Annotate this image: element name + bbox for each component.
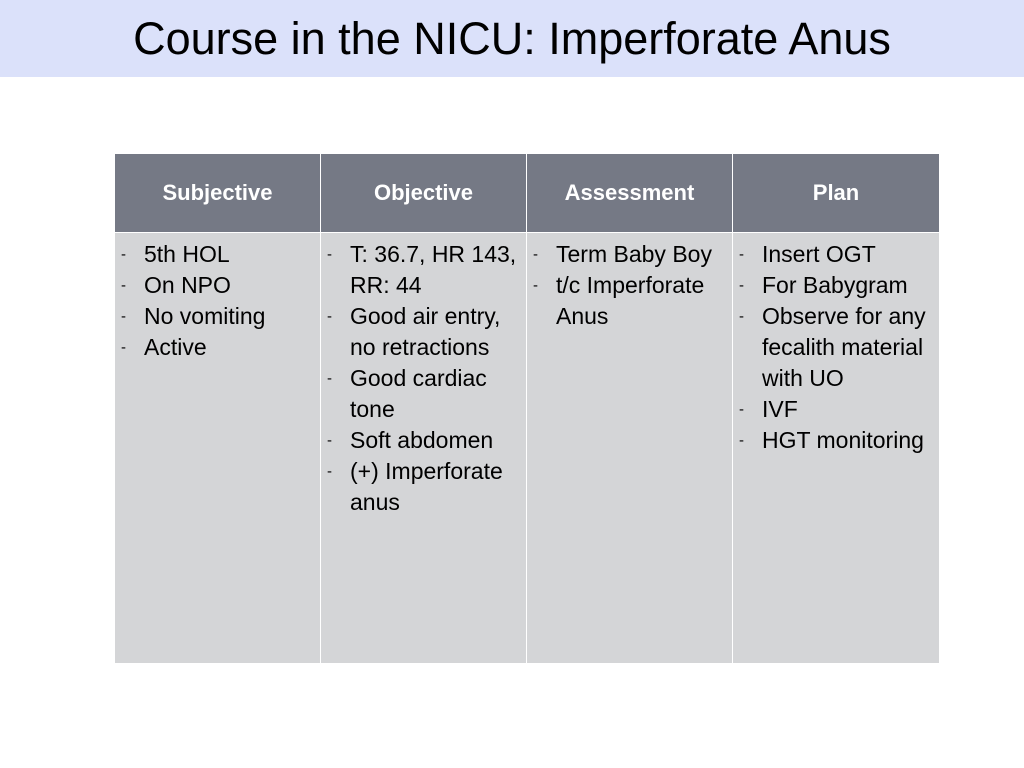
objective-list <box>327 239 524 518</box>
list-item: - T: 36.7, HR 143, RR: 44 <box>327 239 524 301</box>
list-item: - For Babygram <box>739 270 937 301</box>
header-plan: Plan <box>733 154 940 233</box>
list-item: - Insert OGT <box>739 239 937 270</box>
header-assessment: Assessment <box>527 154 733 233</box>
subjective-list <box>121 239 318 363</box>
list-item: - IVF <box>739 394 937 425</box>
list-item: - Good air entry, no retractions <box>327 301 524 363</box>
slide-title: Course in the NICU: Imperforate Anus <box>133 13 891 64</box>
assessment-list <box>533 239 730 332</box>
list-item: - Good cardiac tone <box>327 363 524 425</box>
list-item: - No vomiting <box>121 301 318 332</box>
list-item: - Soft abdomen <box>327 425 524 456</box>
assessment-cell <box>527 233 733 664</box>
table-body-row <box>115 233 940 664</box>
list-item: - (+) Imperforate anus <box>327 456 524 518</box>
soap-table <box>114 153 940 664</box>
list-item: - HGT monitoring <box>739 425 937 456</box>
list-item: - t/c Imperforate Anus <box>533 270 730 332</box>
header-objective: Objective <box>321 154 527 233</box>
list-item: - Active <box>121 332 318 363</box>
objective-cell <box>321 233 527 664</box>
list-item: - 5th HOL <box>121 239 318 270</box>
header-subjective: Subjective <box>115 154 321 233</box>
plan-list <box>739 239 937 456</box>
table-header-row <box>115 154 940 233</box>
list-item: - Observe for any fecalith material with UO <box>739 301 937 394</box>
plan-cell <box>733 233 940 664</box>
list-item: - On NPO <box>121 270 318 301</box>
list-item: - Term Baby Boy <box>533 239 730 270</box>
subjective-cell <box>115 233 321 664</box>
